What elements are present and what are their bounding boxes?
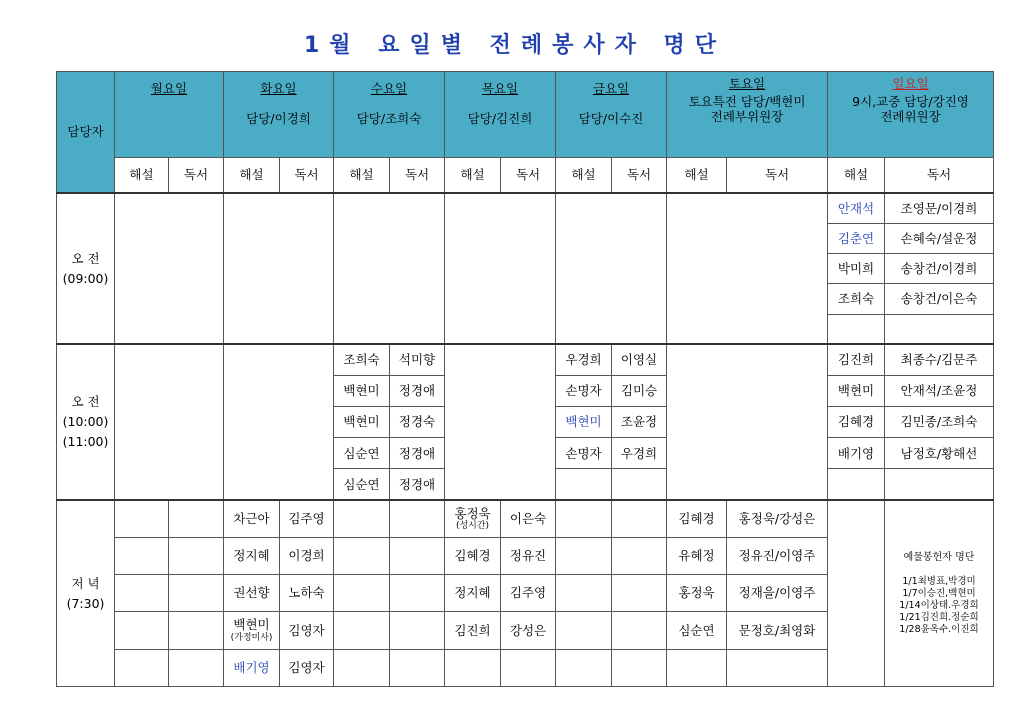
header-thursday [445,72,556,158]
day-manager-role: 전례위원장 [880,109,941,125]
offering-entry: 1/7이승진,백현미 [902,588,976,600]
offering-list-title: 예물봉헌자 명단 [903,551,975,563]
empty-cell [169,575,224,612]
sun-reading: 송창건/이경희 [885,254,994,284]
tue-commentary: 백현미 (가정미사) [224,612,280,649]
sun-commentary: 박미희 [828,254,885,284]
tue-reading: 김영자 [280,649,334,686]
table-row [57,344,994,375]
sat-reading: 정재을/이영주 [727,575,828,612]
wed-reading: 정경애 [390,469,445,500]
empty-cell [169,612,224,649]
table-row [57,193,994,223]
role-reading: 독서 [501,157,556,193]
sun-reading [885,469,994,500]
sun-commentary: 김춘연 [828,223,885,253]
empty-cell [334,537,390,574]
table-row [57,500,994,537]
sun-reading: 안재석/조윤정 [885,375,994,406]
empty-cell [612,612,667,649]
role-commentary: 해설 [828,157,885,193]
offering-entry: 1/14이상태.우경희 [899,599,979,611]
tue-reading: 김영자 [280,612,334,649]
empty-cell [334,649,390,686]
sun-commentary: 안재석 [828,193,885,223]
day-manager: 담당/조희숙 [356,110,422,126]
empty-cell [612,500,667,537]
empty-cell [390,500,445,537]
empty-cell [390,612,445,649]
sun-commentary: 배기영 [828,438,885,469]
fri-commentary: 백현미 [556,407,612,438]
empty-cell [115,500,169,537]
day-name: 일요일 [892,76,929,91]
sat-reading: 정유진/이영주 [727,537,828,574]
role-reading: 독서 [612,157,667,193]
thu-reading: 강성은 [501,612,556,649]
fri-reading [612,469,667,500]
tue-reading: 이경희 [280,537,334,574]
fri-commentary: 우경희 [556,344,612,375]
schedule-table [56,71,994,687]
empty-cell [169,649,224,686]
empty-cell [115,649,169,686]
sun-commentary: 백현미 [828,375,885,406]
thu-reading: 김주영 [501,575,556,612]
empty-cell [115,575,169,612]
slot-label-evening: 저 녁 (7:30) [57,500,115,686]
role-commentary: 해설 [224,157,280,193]
empty-cell [390,575,445,612]
empty-cell [169,500,224,537]
empty-cell [334,575,390,612]
empty-cell [828,500,885,686]
day-name: 월요일 [150,81,188,96]
sat-reading: 문정호/최영화 [727,612,828,649]
header-tuesday [224,72,334,158]
day-manager: 담당/이수진 [578,110,644,126]
sat-reading [727,649,828,686]
sun-reading: 최종수/김문주 [885,344,994,375]
sat-commentary: 홍정욱 [667,575,727,612]
empty-cell [334,612,390,649]
thu-commentary: 홍정욱 (성시간) [445,500,501,537]
sun-reading: 손혜숙/설운정 [885,223,994,253]
day-manager: 담당/김진희 [467,110,533,126]
empty-cell [445,344,556,500]
empty-cell [390,537,445,574]
thu-reading [501,649,556,686]
role-reading: 독서 [280,157,334,193]
empty-cell [556,537,612,574]
fri-commentary: 손명자 [556,438,612,469]
empty-cell [556,193,667,344]
empty-cell [612,649,667,686]
header-sunday [828,72,994,158]
tue-commentary: 정지혜 [224,537,280,574]
role-commentary: 해설 [556,157,612,193]
day-name: 금요일 [592,81,630,96]
role-commentary: 해설 [445,157,501,193]
empty-cell [115,193,224,344]
slot-label-morning-9: 오 전 (09:00) [57,193,115,344]
sun-commentary: 김진희 [828,344,885,375]
empty-cell [667,344,828,500]
sat-commentary: 유혜정 [667,537,727,574]
empty-cell [115,537,169,574]
empty-cell [556,500,612,537]
header-assignee: 담당자 [57,72,115,194]
fri-commentary [556,469,612,500]
role-commentary: 해설 [115,157,169,193]
sun-reading [885,314,994,344]
empty-cell [556,649,612,686]
wed-commentary: 조희숙 [334,344,390,375]
sun-reading: 김민종/조희숙 [885,407,994,438]
tue-reading: 노하숙 [280,575,334,612]
sat-commentary: 김혜경 [667,500,727,537]
thu-commentary: 김혜경 [445,537,501,574]
day-name: 토요일 [728,76,766,91]
tue-commentary: 권선향 [224,575,280,612]
role-commentary: 해설 [667,157,727,193]
sat-commentary: 심순연 [667,612,727,649]
page-title: 1월 요일별 전례봉사자 명단 [303,33,727,58]
empty-cell [445,193,556,344]
sun-commentary: 김혜경 [828,407,885,438]
day-manager-role: 전례부위원장 [710,109,784,125]
wed-commentary: 심순연 [334,469,390,500]
empty-cell [390,649,445,686]
sat-commentary [667,649,727,686]
fri-reading: 우경희 [612,438,667,469]
slot-label-morning-10: 오 전 (10:00) (11:00) [57,344,115,500]
wed-commentary: 백현미 [334,375,390,406]
empty-cell [612,537,667,574]
fri-reading: 조윤정 [612,407,667,438]
day-manager: 담당/이경희 [246,110,311,126]
empty-cell [612,575,667,612]
thu-reading: 정유진 [501,537,556,574]
sun-commentary: 조희숙 [828,284,885,314]
wed-reading: 정경애 [390,438,445,469]
header-saturday [667,72,828,158]
empty-cell [115,612,169,649]
sun-reading: 조영문/이경희 [885,193,994,223]
sun-commentary [828,469,885,500]
thu-commentary [445,649,501,686]
wed-commentary: 백현미 [334,407,390,438]
empty-cell [556,612,612,649]
tue-commentary: 배기영 [224,649,280,686]
empty-cell [169,537,224,574]
empty-cell [667,193,828,344]
offering-entry: 1/21김진희.정순희 [899,611,979,623]
empty-cell [556,575,612,612]
empty-cell [115,344,224,500]
day-name: 목요일 [481,81,519,96]
wed-reading: 정경숙 [390,407,445,438]
tue-commentary: 차근아 [224,500,280,537]
sun-reading: 송창건/이은숙 [885,284,994,314]
fri-reading: 이영실 [612,344,667,375]
thu-commentary: 김진희 [445,612,501,649]
fri-commentary: 손명자 [556,375,612,406]
empty-cell [334,500,390,537]
mass-note: (성시간) [455,521,490,532]
offering-entry: 1/1최병표,박경미 [902,576,976,588]
empty-cell [224,193,334,344]
day-manager: 토요특전 담당/백현미 [688,93,806,109]
wed-reading: 정경애 [390,375,445,406]
role-reading: 독서 [885,157,994,193]
role-commentary: 해설 [334,157,390,193]
sat-reading: 홍정욱/강성은 [727,500,828,537]
mass-note: (가정미사) [230,632,273,643]
tue-reading: 김주영 [280,500,334,537]
offering-list [885,500,994,686]
empty-cell [224,344,334,500]
role-reading: 독서 [727,157,828,193]
wed-reading: 석미향 [390,344,445,375]
role-reading: 독서 [390,157,445,193]
fri-reading: 김미승 [612,375,667,406]
sun-commentary [828,314,885,344]
wed-commentary: 심순연 [334,438,390,469]
thu-commentary: 정지혜 [445,575,501,612]
day-name: 화요일 [260,81,297,96]
header-row-days [57,72,994,158]
header-wednesday [334,72,445,158]
thu-reading: 이은숙 [501,500,556,537]
day-name: 수요일 [370,81,408,96]
day-manager: 9시,교중 담당/강진영 [852,93,969,109]
empty-cell [334,193,445,344]
role-reading: 독서 [169,157,224,193]
offering-entry: 1/28윤옥수.이진희 [899,623,979,635]
header-row-roles [57,157,994,193]
header-monday [115,72,224,158]
sun-reading: 남정호/황해선 [885,438,994,469]
header-friday [556,72,667,158]
